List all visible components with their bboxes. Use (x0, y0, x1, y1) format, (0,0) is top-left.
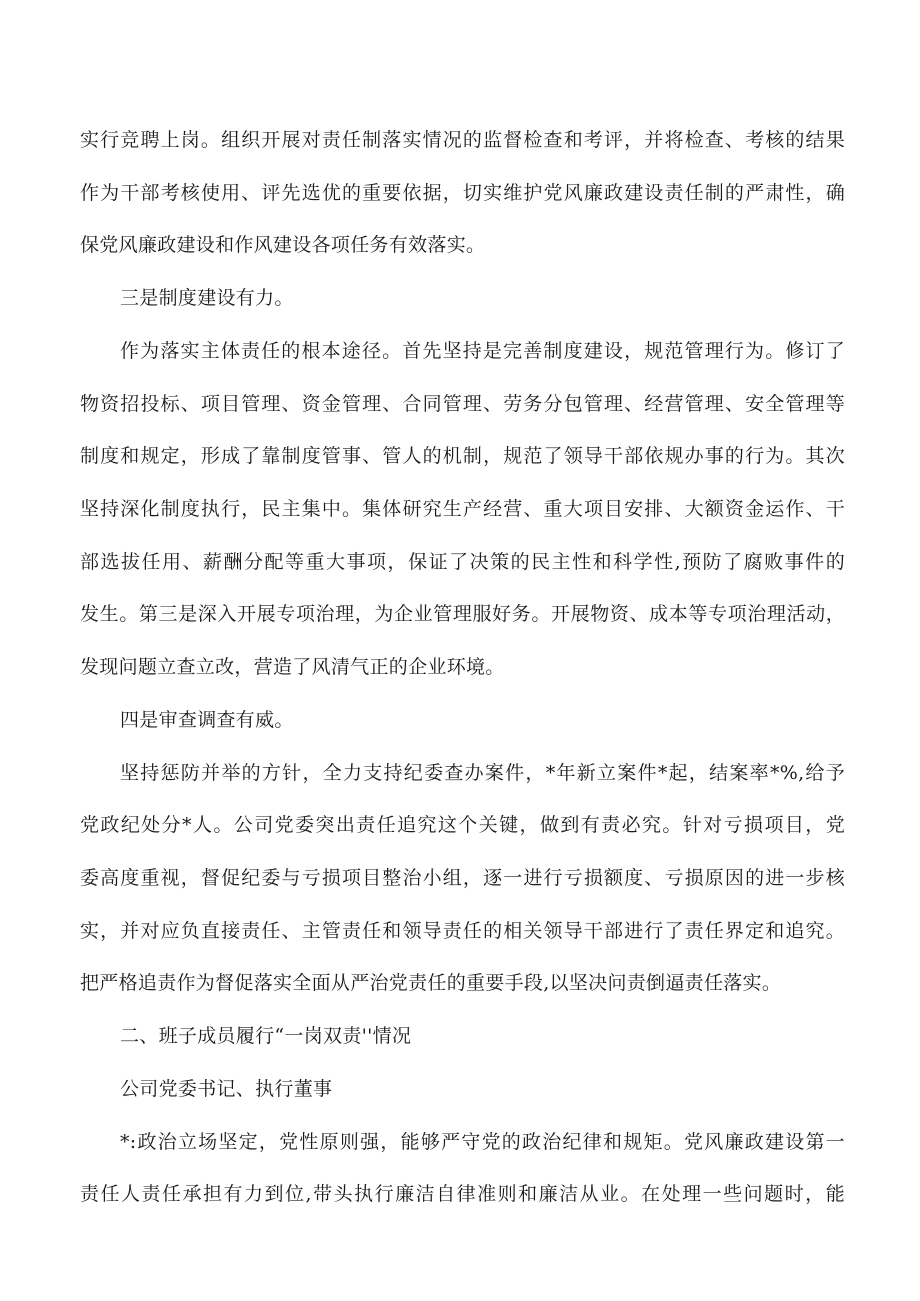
paragraph-line: 发生。第三是深入开展专项治理，为企业管理服好务。开展物资、成本等专项治理活动， (80, 603, 845, 625)
paragraph-line: 实行竞聘上岗。组织开展对责任制落实情况的监督检查和考评，并将检查、考核的结果 (80, 129, 845, 151)
section-heading: 三是制度建设有力。 (120, 287, 294, 309)
paragraph-line: 发现问题立查立改，营造了风清气正的企业环境。 (80, 656, 505, 678)
paragraph-line: 责任人责任承担有力到位,带头执行廉洁自律准则和廉洁从业。在处理一些问题时，能 (80, 1183, 845, 1205)
paragraph-line: 作为干部考核使用、评先选优的重要依据，切实维护党风廉政建设责任制的严肃性，确 (80, 182, 845, 204)
paragraph-line: 坚持惩防并举的方针，全力支持纪委查办案件，*年新立案件*起，结案率*%,给予 (120, 762, 845, 784)
paragraph-line: 实，并对应负直接责任、主管责任和领导责任的相关领导干部进行了责任界定和追究。 (80, 920, 845, 942)
section-heading: 二、班子成员履行“一岗双责''情况 (120, 1025, 412, 1047)
paragraph-line: *:政治立场坚定，党性原则强，能够严守党的政治纪律和规矩。党风廉政建设第一 (120, 1131, 845, 1153)
paragraph-line: 制度和规定，形成了靠制度管事、管人的机制，规范了领导干部依规办事的行为。其次 (80, 445, 845, 467)
paragraph-line: 把严格追责作为督促落实全面从严治党责任的重要手段,以坚决问责倒逼责任落实。 (80, 972, 782, 994)
section-heading: 四是审查调查有威。 (120, 709, 294, 731)
paragraph-line: 部选拔任用、薪酬分配等重大事项，保证了决策的民主性和科学性,预防了腐败事件的 (80, 551, 845, 573)
paragraph-line: 坚持深化制度执行，民主集中。集体研究生产经营、重大项目安排、大额资金运作、干 (80, 498, 845, 520)
subsection-heading: 公司党委书记、执行董事 (120, 1078, 333, 1100)
paragraph-line: 作为落实主体责任的根本途径。首先坚持是完善制度建设，规范管理行为。修订了 (120, 340, 845, 362)
paragraph-line: 党政纪处分*人。公司党委突出责任追究这个关键，做到有责必究。针对亏损项目，党 (80, 814, 845, 836)
paragraph-line: 委高度重视，督促纪委与亏损项目整治小组，逐一进行亏损额度、亏损原因的进一步核 (80, 867, 845, 889)
paragraph-line: 保党风廉政建设和作风建设各项任务有效落实。 (80, 234, 486, 256)
paragraph-line: 物资招投标、项目管理、资金管理、合同管理、劳务分包管理、经营管理、安全管理等 (80, 393, 845, 415)
